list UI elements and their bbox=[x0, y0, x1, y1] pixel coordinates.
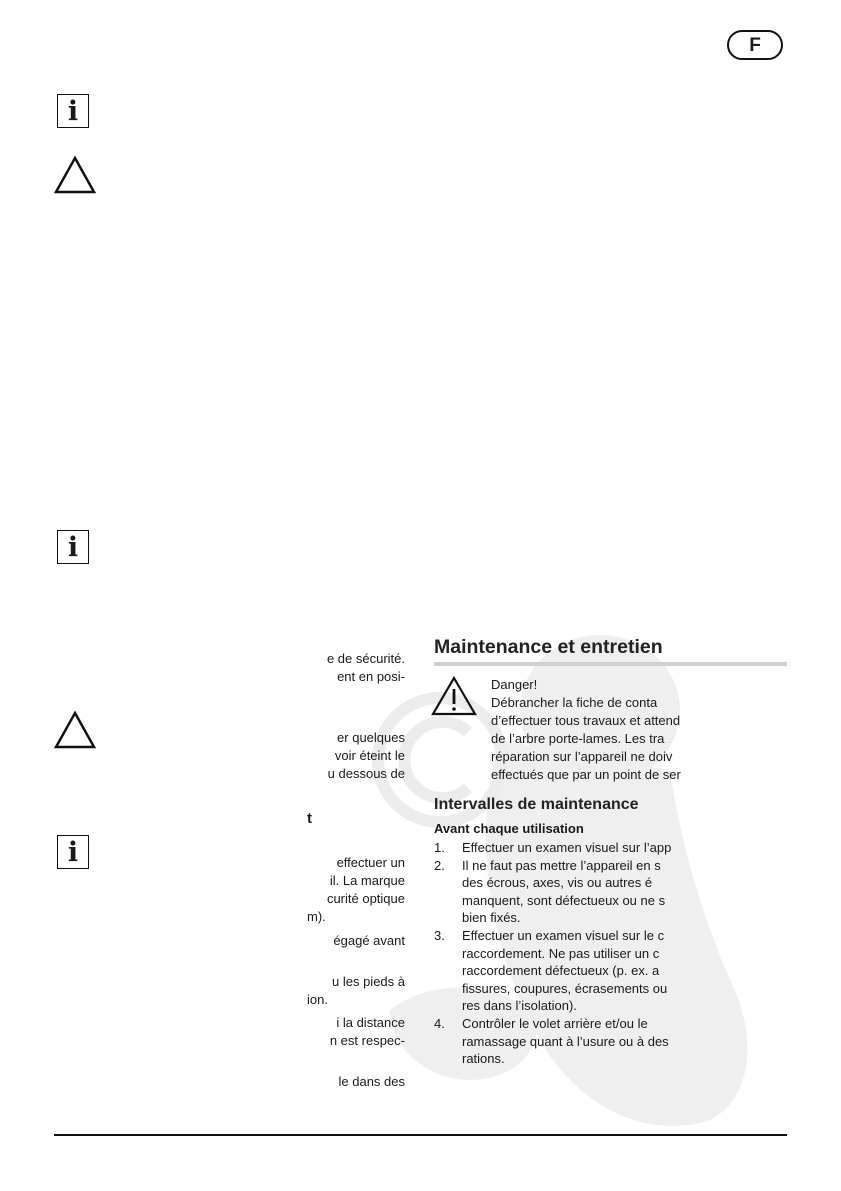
left-text-line: le dans des bbox=[338, 1074, 405, 1089]
info-icon bbox=[57, 94, 89, 128]
step-line: fissures, coupures, écrasements ou bbox=[462, 980, 668, 996]
step-line: rations. bbox=[462, 1051, 505, 1067]
left-text-line: voir éteint le bbox=[334, 748, 405, 763]
left-heading-fragment: t bbox=[307, 810, 312, 827]
step-item bbox=[434, 839, 794, 857]
step-line: Il ne faut pas mettre l’appareil en s bbox=[462, 857, 661, 873]
step-line: raccordement défectueux (p. ex. a bbox=[462, 963, 660, 979]
step-line: bien fixés. bbox=[462, 910, 521, 926]
intervals-heading: Intervalles de maintenance bbox=[434, 796, 639, 813]
danger-label: Danger! bbox=[491, 677, 538, 692]
language-badge: F bbox=[727, 30, 783, 60]
danger-icon bbox=[431, 676, 477, 716]
step-number: 3. bbox=[434, 927, 445, 943]
left-text-line: ent en posi- bbox=[337, 669, 405, 684]
step-item bbox=[434, 1015, 794, 1068]
info-icon-glyph: i bbox=[67, 532, 79, 563]
step-line: Effectuer un examen visuel sur le c bbox=[462, 927, 665, 943]
footer-rule bbox=[54, 1134, 787, 1136]
step-line: Effectuer un examen visuel sur l’app bbox=[462, 840, 672, 855]
warning-icon bbox=[53, 155, 97, 195]
left-text-line: il. La marque bbox=[329, 873, 405, 888]
left-text-line: ion. bbox=[307, 992, 328, 1007]
info-icon-glyph: i bbox=[67, 96, 79, 127]
left-text-line: égagé avant bbox=[333, 933, 405, 948]
left-text-line: curité optique bbox=[326, 891, 405, 906]
step-line: raccordement. Ne pas utiliser un c bbox=[462, 945, 660, 961]
step-item bbox=[434, 927, 794, 1015]
section-title: Maintenance et entretien bbox=[434, 636, 663, 658]
step-number: 1. bbox=[434, 840, 445, 855]
step-item bbox=[434, 857, 794, 927]
step-line: manquent, sont défectueux ou ne s bbox=[462, 892, 666, 908]
before-use-heading: Avant chaque utilisation bbox=[434, 821, 584, 836]
info-icon-glyph: i bbox=[67, 837, 79, 868]
left-text-line: n est respec- bbox=[329, 1033, 405, 1048]
info-icon bbox=[57, 530, 89, 564]
left-text-line: effectuer un bbox=[336, 855, 405, 870]
step-line: des écrous, axes, vis ou autres é bbox=[462, 875, 653, 891]
danger-line: Débrancher la fiche de conta bbox=[491, 695, 658, 710]
left-text-line: e de sécurité. bbox=[326, 651, 405, 666]
step-number: 4. bbox=[434, 1015, 445, 1031]
step-number: 2. bbox=[434, 857, 445, 873]
left-text-line: m). bbox=[307, 909, 326, 924]
info-icon bbox=[57, 835, 89, 869]
step-line: ramassage quant à l’usure ou à des bbox=[462, 1033, 669, 1049]
section-title-underline bbox=[434, 662, 787, 666]
danger-line: d’effectuer tous travaux et attend bbox=[491, 713, 681, 728]
left-text-line: er quelques bbox=[337, 730, 405, 745]
step-line: Contrôler le volet arrière et/ou le bbox=[462, 1015, 648, 1031]
danger-line: effectués que par un point de ser bbox=[491, 767, 681, 782]
step-line: res dans l’isolation). bbox=[462, 998, 577, 1014]
danger-line: de l’arbre porte-lames. Les tra bbox=[491, 731, 665, 746]
left-text-line: u dessous de bbox=[327, 766, 405, 781]
left-text-line: u les pieds à bbox=[332, 974, 405, 989]
danger-line: réparation sur l’appareil ne doiv bbox=[491, 749, 673, 764]
danger-notice bbox=[491, 676, 791, 784]
warning-icon bbox=[53, 710, 97, 750]
maintenance-steps bbox=[434, 839, 794, 1068]
left-text-line: i la distance bbox=[336, 1015, 405, 1030]
